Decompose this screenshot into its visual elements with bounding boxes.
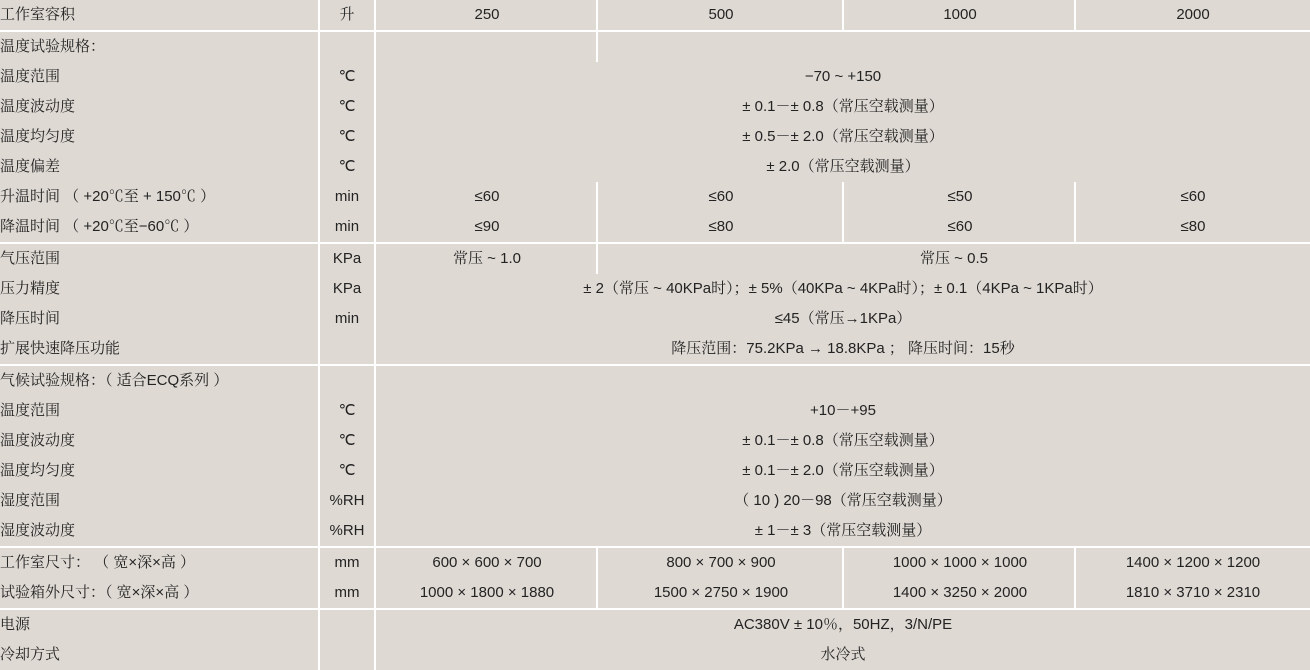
- table-row: [0, 456, 1310, 486]
- row-value-500: 1500 × 2750 × 1900: [598, 578, 844, 609]
- row-label: 温度范围: [0, 396, 318, 426]
- table-row: [0, 396, 1310, 426]
- row-value-2000: ≤60: [1076, 182, 1310, 212]
- table-row: [0, 243, 1310, 274]
- table-row: [0, 212, 1310, 243]
- row-unit: min: [318, 212, 376, 243]
- table-row: [0, 486, 1310, 516]
- row-label: 气压范围: [0, 243, 318, 274]
- section-blank-4: [1076, 31, 1310, 62]
- row-value-all: （ 10 ) 20－98（常压空载测量）: [376, 486, 1310, 516]
- row-value-1000: ≤60: [844, 212, 1076, 243]
- row-label: 冷却方式: [0, 640, 318, 670]
- row-unit: KPa: [318, 274, 376, 304]
- row-value-500: 800 × 700 × 900: [598, 547, 844, 578]
- row-unit: mm: [318, 578, 376, 609]
- row-value-250: 1000 × 1800 × 1880: [376, 578, 598, 609]
- row-unit: [318, 334, 376, 365]
- row-value-all: ≤45（常压→1KPa）: [376, 304, 1310, 334]
- section-title-temperature: 温度试验规格：: [0, 31, 318, 62]
- section-title-row-climate: [0, 365, 1310, 396]
- row-value-250: 常压 ~ 1.0: [376, 243, 598, 274]
- row-value-all: ± 0.1－± 0.8（常压空载测量）: [376, 426, 1310, 456]
- section-unit-blank: [318, 365, 376, 396]
- row-label: 压力精度: [0, 274, 318, 304]
- row-label: 温度均匀度: [0, 122, 318, 152]
- table-row: [0, 62, 1310, 92]
- row-label: 降温时间 （ +20℃至−60℃ ）: [0, 212, 318, 243]
- row-unit: ℃: [318, 426, 376, 456]
- row-value-all: ± 0.1－± 2.0（常压空载测量）: [376, 456, 1310, 486]
- table-row: [0, 152, 1310, 182]
- header-value-250: 250: [376, 0, 598, 31]
- row-label: 湿度范围: [0, 486, 318, 516]
- row-value-500: ≤80: [598, 212, 844, 243]
- row-value-1000: 1400 × 3250 × 2000: [844, 578, 1076, 609]
- row-value-all: +10－+95: [376, 396, 1310, 426]
- row-value-all: ± 0.5－± 2.0（常压空载测量）: [376, 122, 1310, 152]
- row-value-250: ≤90: [376, 212, 598, 243]
- row-label: 温度波动度: [0, 92, 318, 122]
- table-row: [0, 547, 1310, 578]
- header-unit: 升: [318, 0, 376, 31]
- row-unit: min: [318, 304, 376, 334]
- table-row: [0, 274, 1310, 304]
- row-value-all: ± 2.0（常压空载测量）: [376, 152, 1310, 182]
- table-row: [0, 122, 1310, 152]
- row-value-2000: 1810 × 3710 × 2310: [1076, 578, 1310, 609]
- row-value-1000: ≤50: [844, 182, 1076, 212]
- row-value-500: ≤60: [598, 182, 844, 212]
- table-row: [0, 334, 1310, 365]
- row-unit: ℃: [318, 396, 376, 426]
- section-blank-3: [844, 31, 1076, 62]
- row-value-2000: 1400 × 1200 × 1200: [1076, 547, 1310, 578]
- row-unit: ℃: [318, 92, 376, 122]
- table-header-row: [0, 0, 1310, 31]
- row-unit: %RH: [318, 486, 376, 516]
- row-label: 温度偏差: [0, 152, 318, 182]
- row-value-250: ≤60: [376, 182, 598, 212]
- header-label: 工作室容积: [0, 0, 318, 31]
- section-blank-1: [376, 31, 598, 62]
- row-label: 工作室尺寸： （ 宽×深×高 ）: [0, 547, 318, 578]
- row-value-all: −70 ~ +150: [376, 62, 1310, 92]
- section-blank-2: [598, 31, 844, 62]
- table-row: [0, 182, 1310, 212]
- header-value-1000: 1000: [844, 0, 1076, 31]
- row-unit: [318, 609, 376, 640]
- row-label: 湿度波动度: [0, 516, 318, 547]
- row-unit: %RH: [318, 516, 376, 547]
- row-unit: mm: [318, 547, 376, 578]
- table-row: [0, 609, 1310, 640]
- row-unit: ℃: [318, 122, 376, 152]
- table-row: [0, 578, 1310, 609]
- row-unit: KPa: [318, 243, 376, 274]
- table-row: [0, 640, 1310, 670]
- row-label: 温度范围: [0, 62, 318, 92]
- row-unit: [318, 640, 376, 670]
- row-unit: ℃: [318, 62, 376, 92]
- header-value-2000: 2000: [1076, 0, 1310, 31]
- row-label: 温度波动度: [0, 426, 318, 456]
- row-label: 试验箱外尺寸：（ 宽×深×高 ）: [0, 578, 318, 609]
- row-value-all: ± 1－± 3（常压空载测量）: [376, 516, 1310, 547]
- row-unit: ℃: [318, 152, 376, 182]
- section-unit-blank: [318, 31, 376, 62]
- row-value-250: 600 × 600 × 700: [376, 547, 598, 578]
- row-label: 降压时间: [0, 304, 318, 334]
- row-value-2000: ≤80: [1076, 212, 1310, 243]
- row-unit: min: [318, 182, 376, 212]
- table-row: [0, 92, 1310, 122]
- row-label: 温度均匀度: [0, 456, 318, 486]
- row-value-all: 降压范围：75.2KPa → 18.8KPa ； 降压时间：15秒: [376, 334, 1310, 365]
- row-value-all: ± 0.1－± 0.8（常压空载测量）: [376, 92, 1310, 122]
- row-unit: ℃: [318, 456, 376, 486]
- section-blank: [376, 365, 1310, 396]
- row-value-all: ± 2（常压 ~ 40KPa时）；± 5%（40KPa ~ 4KPa时）；± 0.1（4KPa ~ 1KPa时）: [376, 274, 1310, 304]
- row-value-all: AC380V ± 10％，50HZ，3/N/PE: [376, 609, 1310, 640]
- table-row: [0, 304, 1310, 334]
- row-label: 升温时间 （ +20℃至 + 150℃ ）: [0, 182, 318, 212]
- row-value-all: 水冷式: [376, 640, 1310, 670]
- table-row: [0, 516, 1310, 547]
- table-row: [0, 426, 1310, 456]
- row-label: 电源: [0, 609, 318, 640]
- row-value-rest: 常压 ~ 0.5: [598, 243, 1310, 274]
- header-value-500: 500: [598, 0, 844, 31]
- section-title-climate: 气候试验规格：（ 适合ECQ系列 ）: [0, 365, 318, 396]
- row-value-1000: 1000 × 1000 × 1000: [844, 547, 1076, 578]
- section-title-row-temperature: [0, 31, 1310, 62]
- row-label: 扩展快速降压功能: [0, 334, 318, 365]
